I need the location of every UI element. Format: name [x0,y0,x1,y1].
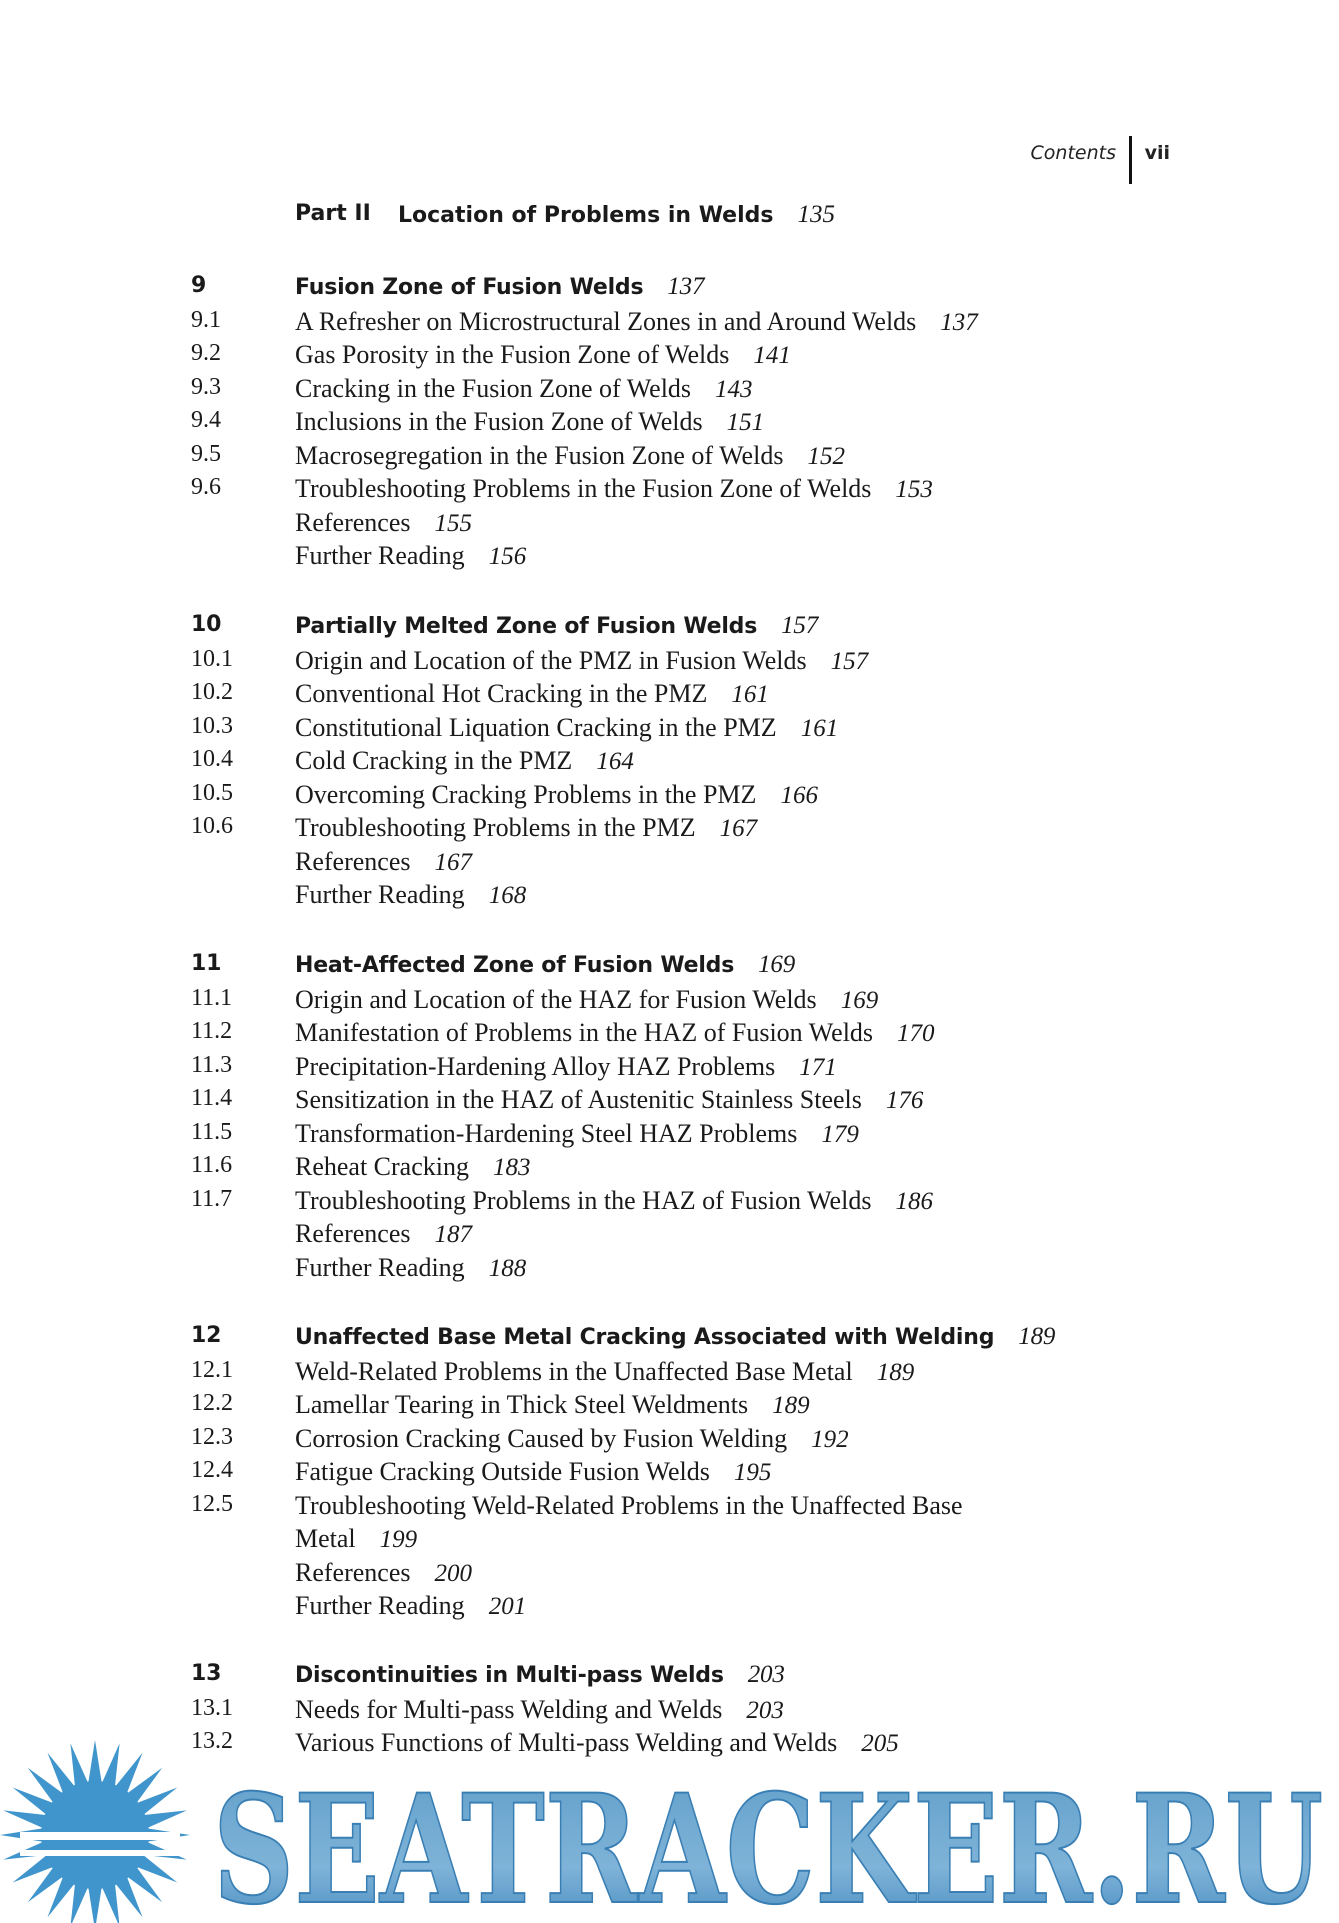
section-title: Reheat Cracking [295,1152,469,1182]
chapter-title: Unaffected Base Metal Cracking Associated with Welding [295,1325,995,1350]
section-page: 168 [488,882,527,910]
chapter-number: 13 [191,1661,222,1686]
section-page: 167 [434,848,472,876]
section-number: 10.1 [191,645,233,672]
section-page: 183 [493,1154,531,1182]
section-page: 200 [434,1559,472,1587]
part-page: 135 [797,201,835,228]
section-page: 153 [895,476,933,504]
section-page: 157 [830,647,869,675]
section-number: 13.1 [191,1694,233,1721]
running-head [900,136,1170,186]
watermark-text: SEATRACKER.RU [213,1762,1323,1923]
section-title: Needs for Multi-pass Welding and Welds [295,1694,723,1724]
section-title: Metal [295,1524,356,1554]
section-page: 161 [731,681,769,709]
section-number: 11.5 [191,1118,233,1145]
section-number: 10.4 [191,746,233,773]
section-title: References [295,846,411,876]
section-page: 166 [780,781,818,809]
section-number: 10.6 [191,813,233,840]
section-number: 10.3 [191,712,233,739]
section-title: Troubleshooting Problems in the HAZ of Fusion Welds [295,1185,872,1215]
section-number: 12.4 [191,1457,233,1484]
chapter-page: 137 [667,273,705,300]
section-number: 10.5 [191,779,233,806]
section-number: 11.6 [191,1152,233,1179]
section-title: Macrosegregation in the Fusion Zone of Welds [295,440,784,470]
section-number: 9.6 [191,474,221,501]
section-title: Corrosion Cracking Caused by Fusion Welding [295,1423,788,1453]
section-title: Cold Cracking in the PMZ [295,746,573,776]
section-title: Further Reading [295,541,465,571]
section-title: Further Reading [295,880,465,910]
watermark [0,1720,1339,1923]
chapter-page: 203 [747,1661,785,1688]
section-page: 205 [861,1730,899,1758]
chapter-number: 11 [191,951,222,976]
section-title: Further Reading [295,1591,465,1621]
section-title: Overcoming Cracking Problems in the PMZ [295,779,757,809]
section-number: 11.3 [191,1051,233,1078]
section-page: 161 [800,714,839,742]
section-title: Transformation-Hardening Steel HAZ Problems [295,1118,798,1148]
section-page: 164 [596,748,634,776]
section-page: 152 [807,442,845,470]
section-page: 187 [434,1221,472,1249]
chapter-page: 189 [1018,1323,1056,1350]
section-number: 12.1 [191,1356,233,1383]
chapter-number: 9 [191,273,207,298]
section-number: 12.2 [191,1390,233,1417]
chapter-title: Heat-Affected Zone of Fusion Welds [295,953,735,978]
section-page: 203 [746,1696,784,1724]
section-title: References [295,507,411,537]
section-title: Fatigue Cracking Outside Fusion Welds [295,1457,710,1487]
part-label: Part II [295,201,371,226]
chapter-page: 169 [758,951,796,978]
section-title: Sensitization in the HAZ of Austenitic Stainless Steels [295,1085,862,1115]
section-page: 156 [488,543,527,571]
section-page: 170 [897,1020,935,1048]
section-title: Origin and Location of the HAZ for Fusion Welds [295,984,817,1014]
section-title: Further Reading [295,1252,465,1282]
section-title: References [295,1557,411,1587]
section-number: 11.4 [191,1085,233,1112]
section-number: 13.2 [191,1728,233,1755]
section-number: 9.2 [191,340,221,367]
section-page: 189 [772,1392,810,1420]
section-number: 11.1 [191,984,233,1011]
section-number: 9.1 [191,306,221,333]
section-page: 143 [715,375,753,403]
section-page: 176 [885,1087,924,1115]
section-page: 169 [840,986,879,1014]
chapter-number: 10 [191,612,222,637]
chapter-number: 12 [191,1323,222,1348]
section-number: 12.3 [191,1423,233,1450]
section-title: Precipitation-Hardening Alloy HAZ Problems [295,1051,776,1081]
section-number: 9.4 [191,407,221,434]
section-title: Constitutional Liquation Cracking in the PMZ [295,712,777,742]
chapter-title: Discontinuities in Multi-pass Welds [295,1663,724,1688]
part-title: Location of Problems in Welds [398,203,774,228]
section-page: 195 [733,1459,772,1487]
section-page: 186 [895,1187,933,1215]
section-number: 12.5 [191,1490,233,1517]
running-head-page-number: vii [1144,142,1170,164]
running-head-label: Contents [1030,142,1116,164]
section-page: 141 [753,342,791,370]
section-page: 201 [488,1593,527,1621]
section-title: A Refresher on Microstructural Zones in and Around Welds [295,306,917,336]
chapter-title: Fusion Zone of Fusion Welds [295,275,644,300]
section-number: 9.3 [191,373,221,400]
sun-logo-icon [0,1740,190,1923]
section-title: Weld-Related Problems in the Unaffected Base Metal [295,1356,853,1386]
section-title: Troubleshooting Weld-Related Problems in the Unaffected Base [295,1490,963,1520]
section-title: Inclusions in the Fusion Zone of Welds [295,407,703,437]
section-title: Troubleshooting Problems in the PMZ [295,813,696,843]
section-page: 179 [821,1120,859,1148]
section-number: 10.2 [191,679,233,706]
section-page: 171 [799,1053,837,1081]
section-title: Manifestation of Problems in the HAZ of Fusion Welds [295,1018,874,1048]
section-page: 137 [940,308,978,336]
section-number: 11.2 [191,1018,233,1045]
running-head-divider [1129,136,1132,184]
section-number: 11.7 [191,1185,233,1212]
section-title: Troubleshooting Problems in the Fusion Zone of Welds [295,474,872,504]
section-title: Gas Porosity in the Fusion Zone of Welds [295,340,730,370]
section-page: 189 [876,1358,915,1386]
section-title: Various Functions of Multi-pass Welding and Welds [295,1728,838,1758]
section-title: Origin and Location of the PMZ in Fusion Welds [295,645,807,675]
chapter-title: Partially Melted Zone of Fusion Welds [295,614,758,639]
section-number: 9.5 [191,440,221,467]
section-title: References [295,1219,411,1249]
section-page: 155 [434,509,472,537]
section-page: 188 [488,1254,527,1282]
section-page: 199 [379,1526,418,1554]
section-page: 151 [726,409,765,437]
section-title: Conventional Hot Cracking in the PMZ [295,679,708,709]
chapter-page: 157 [781,612,819,639]
section-title: Cracking in the Fusion Zone of Welds [295,373,692,403]
section-title: Lamellar Tearing in Thick Steel Weldments [295,1390,749,1420]
section-page: 167 [719,815,758,843]
section-page: 192 [811,1425,849,1453]
